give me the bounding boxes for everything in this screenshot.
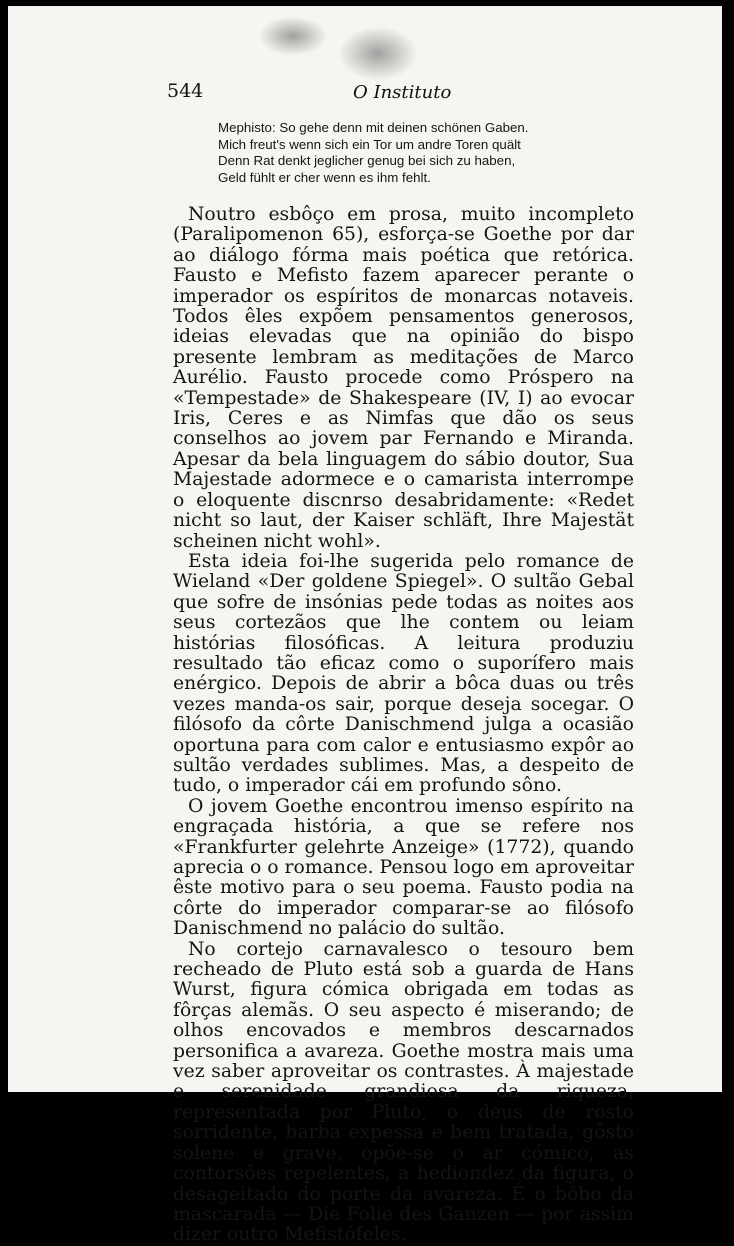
paragraph: Noutro esbôço em prosa, muito incompleto (Paralipomenon 65), esforça-se Goethe por dar ao diálogo fórma mais poética que retórica. Fausto e Mefisto fazem aparecer perante o imperador os espíritos de monarcas notaveis. Todos êles expõem pensamentos generosos, ideias elevadas que na opinião do bispo presente lembram as meditações de Marco Aurélio. Fausto procede como Próspero na «Tempestade» de Shakespeare (IV, I) ao evocar Iris, Ceres e as Nimfas que dão os seus conselhos ao jovem par Fernando e Miranda. Apesar da bela linguagem do sábio doutor, Sua Majestade adormece e o camarista interrompe o eloquente discnrso desabridamente: «Redet nicht so laut, der Kaiser schläft, Ihre Majestät scheinen nicht wohl». xyxy=(173,204,634,552)
quote-line: Geld fühlt er cher wenn es ihm fehlt. xyxy=(218,169,431,185)
quote-line: Denn Rat denkt jeglicher genug bei sich zu haben, xyxy=(218,153,516,168)
ink-smudge xyxy=(338,26,418,81)
verse-quote xyxy=(218,120,638,186)
scanned-page xyxy=(8,6,722,1246)
page-number: 544 xyxy=(167,80,204,102)
quote-line: Mephisto: So gehe denn mit deinen schönen Gaben. xyxy=(218,120,529,135)
ink-smudge xyxy=(258,16,328,56)
running-title: O Instituto xyxy=(353,82,452,103)
paragraph: Esta ideia foi-lhe sugerida pelo romance de Wieland «Der goldene Spiegel». O sultão Gebal que sofre de insónias pede todas as noites aos seus cortezãos que lhe contem ou leiam histórias filosóficas. A leitura produziu resultado tão eficaz como o suporífero mais enérgico. Depois de abrir a bôca duas ou três vezes manda-os sair, porque deseja socegar. O filósofo da côrte Danischmend julga a ocasião oportuna para com calor e entusiasmo expôr ao sultão verdades sublimes. Mas, a despeito de tudo, o imperador cái em profundo sôno. xyxy=(173,550,634,797)
quote-line: Mich freut's wenn sich ein Tor um andre Toren quält xyxy=(218,136,521,152)
paragraph: No cortejo carnavalesco o tesouro bem recheado de Pluto está sob a guarda de Hans Wurst, figura cómica obrigada em todas as fôrças alemãs. O seu aspecto é miserando; de olhos encovados e membros descarnados personifica a avareza. Goethe mostra mais uma vez saber aproveitar os contrastes. À majestade e serenidade grandiosa da riqueza, representada por Pluto, o deus de rosto sorridente, barba expessa e bem tratada, gôsto solene e grave, opõe-se o ar cómico, as contorsões repelentes, a hediondez da figura, o desageitado do porte da avareza. É o bôbo da mascarada — Die Folie des Ganzen — por assim dizer outro Mefistófeles. xyxy=(173,938,634,1246)
paragraph: O jovem Goethe encontrou imenso espírito na engraçada história, a que se refere nos «Frankfurter gelehrte Anzeige» (1772), quando aprecia o o romance. Pensou logo em aproveitar êste motivo para o seu poema. Fausto podia na côrte do imperador comparar-se ao filósofo Danischmend no palácio do sultão. xyxy=(173,795,635,940)
body-text xyxy=(173,205,634,1246)
